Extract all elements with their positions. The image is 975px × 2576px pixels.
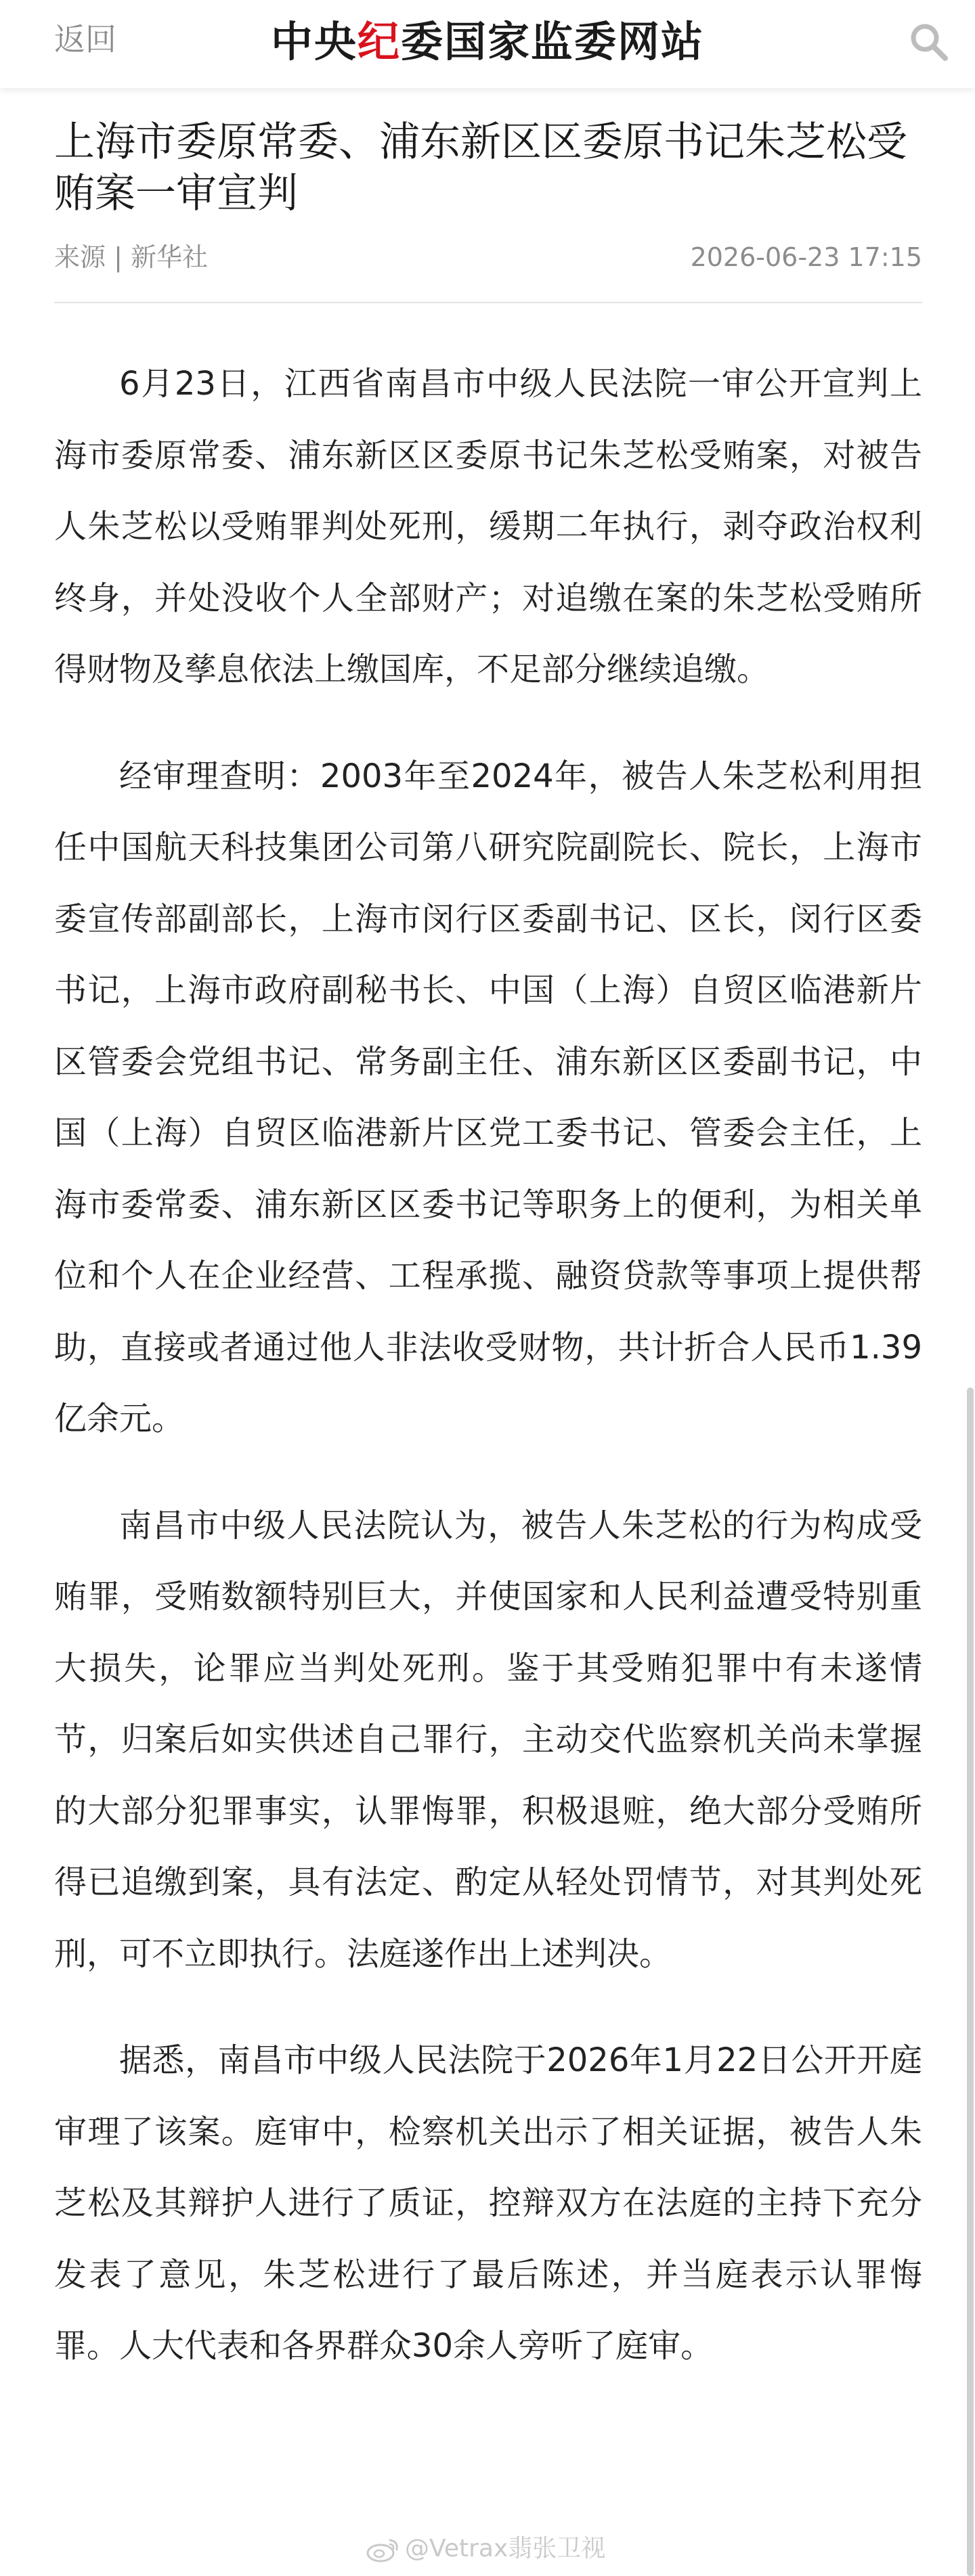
article-paragraph: 6月23日，江西省南昌市中级人民法院一审公开宣判上海市委原常委、浦东新区区委原书记朱芝松受贿案，对被告人朱芝松以受贿罪判处死刑，缓期二年执行，剥夺政治权利终身，并处没收个人全部财产；对追缴在案的朱芝松受贿所得财物及孳息依法上缴国库，不足部分继续追缴。	[54, 365, 922, 688]
watermark-text: @Vetrax翡张卫视	[405, 2535, 606, 2562]
article-timestamp: 2026-06-23 17:15	[690, 242, 922, 272]
article-source: 来源 | 新华社	[54, 242, 208, 272]
page-scrollbar[interactable]	[967, 1387, 974, 2576]
article-headline: 上海市委原常委、浦东新区区委原书记朱芝松受贿案一审宣判	[54, 118, 907, 217]
article-paragraph: 据悉，南昌市中级人民法院于2026年1月22日公开开庭审理了该案。庭审中，检察机关出示了相关证据，被告人朱芝松及其辩护人进行了质证，控辩双方在法庭的主持下充分发表了意见，朱芝松进行了最后陈述，并当庭表示认罪悔罪。人大代表和各界群众30余人旁听了庭审。	[54, 2041, 922, 2365]
site-title-highlight: 纪	[357, 17, 401, 66]
weibo-watermark	[366, 2531, 605, 2567]
article-meta	[54, 237, 922, 277]
site-title-prefix: 中央	[270, 17, 358, 66]
header-divider	[54, 302, 922, 303]
article-body	[54, 349, 922, 2418]
article-paragraph: 南昌市中级人民法院认为，被告人朱芝松的行为构成受贿罪，受贿数额特别巨大，并使国家和人民利益遭受特别重大损失，论罪应当判处死刑。鉴于其受贿犯罪中有未遂情节，归案后如实供述自己罪行，主动交代监察机关尚未掌握的大部分犯罪事实，认罪悔罪，积极退赃，绝大部分受贿所得已追缴到案，具有法定、酌定从轻处罚情节，对其判处死刑，可不立即执行。法庭遂作出上述判决。	[54, 1506, 922, 1973]
site-title	[264, 15, 711, 69]
article-paragraph: 经审理查明：2003年至2024年，被告人朱芝松利用担任中国航天科技集团公司第八研究院副院长、院长，上海市委宣传部副部长，上海市闵行区委副书记、区长，闵行区委书记，上海市政府副秘书长、中国（上海）自贸区临港新片区管委会党组书记、常务副主任、浦东新区区委副书记，中国（上海）自贸区临港新片区党工委书记、管委会主任，上海市委常委、浦东新区区委书记等职务上的便利，为相关单位和个人在企业经营、工程承揽、融资贷款等事项上提供帮助，直接或者通过他人非法收受财物，共计折合人民币1.39亿余元。	[54, 757, 922, 1438]
weibo-icon	[366, 2536, 401, 2563]
site-title-suffix: 委国家监委网站	[401, 17, 705, 66]
top-navigation-bar	[0, 0, 975, 88]
search-icon[interactable]	[907, 20, 951, 64]
back-button[interactable]: 返回	[54, 21, 116, 58]
